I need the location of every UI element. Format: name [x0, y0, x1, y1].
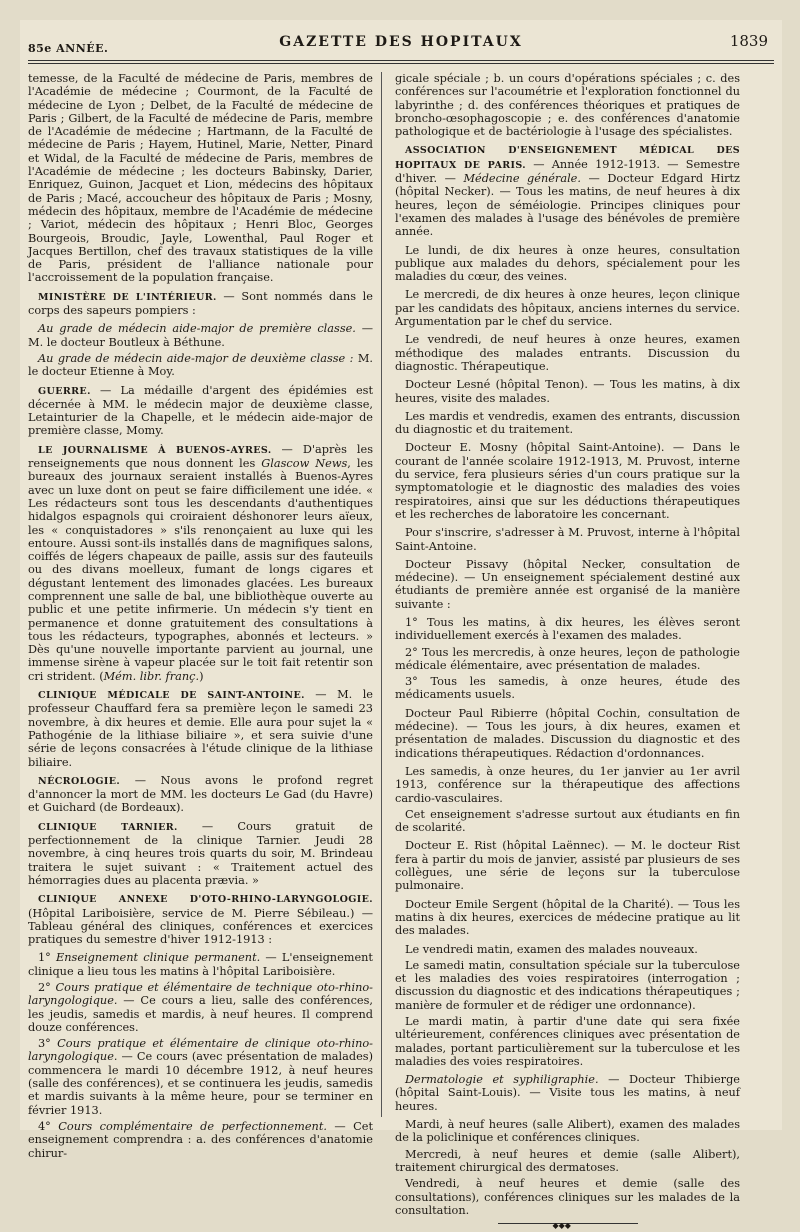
heading-tarnier: CLINIQUE TARNIER.: [38, 821, 178, 833]
heading-guerre: GUERRE.: [38, 385, 91, 397]
article-saint-antoine: [28, 688, 373, 769]
oto-item-3-text: — Ce cours (avec présentation de malades) commencera le mardi 10 décembre 1912, à neuf heures (salle des conférences), et se continuera les jeudis, samedis et mardis suivants à la même heure, pour se terminer en février 1913.: [28, 1050, 373, 1117]
guerre-text: — La médaille d'argent des épidémies est décernée à MM. le médecin major de deuxième classe, Letainturier de la Chapelle, et le médecin aide-major de première classe, Momy.: [28, 383, 373, 438]
article-oto: [28, 892, 373, 946]
paragraph-mosny: Docteur E. Mosny (hôpital Saint-Antoine). — Dans le courant de l'année scolaire 1912-1913, M. Pruvost, interne du service, fera plusieurs séries d'un cours pratique sur la symptomatologie et le diagnostic des maladies des voies respiratoires, ainsi que sur les déductions thérapeutiques et les recherches de laboratoire les concernant.: [395, 441, 740, 521]
journalisme-citation: Mém. libr. franç.: [103, 669, 200, 683]
heading-necrologie: NÉCROLOGIE.: [38, 775, 121, 787]
paragraph-rist: Docteur E. Rist (hôpital Laënnec). — M. le docteur Rist fera à partir du mois de janvier, assisté par plusieurs de ses collègues, une série de leçons sur la tuberculose pulmonaire.: [395, 839, 740, 893]
heading-oto: CLINIQUE ANNEXE D'OTO-RHINO-LARYNGOLOGIE.: [38, 894, 373, 906]
oto-continuation: gicale spéciale ; b. un cours d'opérations spéciales ; c. des conférences sur l'acoumétrie et l'exploration fonctionnel du labyrinthe ; d. des conférences théoriques et pratiques de broncho-œsophagoscopie ; e. des conférences d'anatomie pathologique et de bactériologie à l'usage des spécialistes.: [395, 72, 740, 139]
tarnier-text: — Cours gratuit de perfectionnement de la clinique Tarnier. Jeudi 28 novembre, à cinq heures trois quarts du soir, M. Brindeau traitera le sujet suivant : « Traitement actuel des hémorragies dues au placenta prævia. »: [28, 819, 373, 887]
header-rule: [28, 60, 774, 61]
association-text-1: — Année 1912-1913. — Semestre d'hiver. —: [395, 157, 740, 186]
paragraph-ribierre-2: Les samedis, à onze heures, du 1er janvier au 1er avril 1913, conférence sur la thérapeutique des affections cardio-vasculaires.: [395, 764, 740, 805]
paragraph-lesne-2: Les mardis et vendredis, examen des entrants, discussion du diagnostic et du traitement.: [395, 409, 740, 437]
newspaper-page: [20, 20, 782, 1231]
oto-item-3-title: Cours pratique et élémentaire de clinique oto-rhino-laryngologique.: [28, 1037, 373, 1064]
heading-saint-antoine: CLINIQUE MÉDICALE DE SAINT-ANTOINE.: [38, 690, 305, 702]
heading-ministere: MINISTÈRE DE L'INTÉRIEUR.: [38, 291, 217, 303]
year-label: 85e ANNÉE.: [28, 42, 109, 55]
paragraph-pissavy-1: 1° Tous les matins, à dix heures, les élèves seront individuellement exercés à l'examen des malades.: [395, 615, 740, 643]
dermatologie-text: — Docteur Thibierge (hôpital Saint-Louis). — Visite tous les matins, à neuf heures.: [395, 1073, 740, 1113]
paragraph-mosny-2: Pour s'inscrire, s'adresser à M. Pruvost, interne à l'hôpital Saint-Antoine.: [395, 526, 740, 553]
oto-item-2-number: 2°: [38, 981, 56, 994]
article-association: [395, 143, 740, 238]
paragraph-lundi: Le lundi, de dix heures à onze heures, consultation publique aux malades du dehors, spécialement pour les maladies du cœur, des veines.: [395, 243, 740, 284]
end-ornament: [498, 1223, 638, 1230]
left-column: [28, 72, 373, 1160]
header-rule-double: [28, 63, 774, 64]
necrologie-text: — Nous avons le profond regret d'annoncer la mort de MM. les docteurs Le Gad (du Havre) et Guichard (de Bordeaux).: [28, 773, 373, 815]
oto-item-4-title: Cours complémentaire de perfectionnement.: [58, 1119, 327, 1133]
ministere-text: — Sont nommés dans le corps des sapeurs pompiers :: [28, 289, 373, 318]
oto-item-4: [28, 1120, 373, 1160]
journalisme-end: ): [199, 669, 204, 683]
paragraph-pissavy-2: 2° Tous les mercredis, à onze heures, leçon de pathologie médicale élémentaire, avec présentation de malades.: [395, 645, 740, 672]
column-divider: [381, 72, 382, 1117]
ministere-line-2-text: M. le docteur Etienne à Moy.: [28, 351, 373, 379]
article-guerre: [28, 384, 373, 438]
paragraph-pissavy: Docteur Pissavy (hôpital Necker, consultation de médecine). — Un enseignement spécialement destiné aux étudiants de première année est organisé de la manière suivante :: [395, 557, 740, 611]
paragraph-intro: temesse, de la Faculté de médecine de Paris, membres de l'Académie de médecine ; Courmont, de la Faculté de médecine de Lyon ; Delbet, de la Faculté de médecine de Paris ; Gilbert, de la Faculté de médecine de Paris, membre de l'Académie de médecine ; Hartmann, de la Faculté de médecine de Paris ; Hayem, Hutinel, Marie, Netter, Pinard et Widal, de la Faculté de médecine de Paris, membres de l'Académie de médecine ; les docteurs Babinsky, Darier, Enriquez, Guinon, Jacquet et Lion, médecins des hôpitaux de Paris ; Macé, accoucheur des hôpitaux de Paris ; Mosny, médecin des hôpitaux, membre de l'Académie de médecine ; Variot, médecin des hôpitaux ; Henri Bloc, Georges Bourgeois, Broudic, Jayle, Lowenthal, Paul Roger et Jacques Bertillon, chef des travaux statistiques de la ville de Paris, président de l'alliance nationale pour l'accroissement de la population française.: [28, 72, 373, 285]
oto-item-2: [28, 981, 373, 1034]
ministere-line-1-text: — M. le docteur Boutleux à Béthune.: [28, 322, 373, 349]
heading-association: ASSOCIATION D'ENSEIGNEMENT MÉDICAL DES HOPITAUX DE PARIS.: [395, 145, 740, 171]
article-tarnier: [28, 820, 373, 887]
dermatologie-title: Dermatologie et syphiligraphie.: [405, 1073, 599, 1087]
paragraph-derm-4: Vendredi, à neuf heures et demie (salle des consultations), conférences cliniques sur les malades de la consultation.: [395, 1177, 740, 1217]
oto-item-1-number: 1°: [38, 951, 57, 965]
paragraph-dermatologie: [395, 1073, 740, 1113]
oto-item-3-number: 3°: [38, 1037, 58, 1051]
oto-item-1-title: Enseignement clinique permanent.: [56, 951, 261, 965]
article-ministere: [28, 290, 373, 318]
paragraph-sergent-2: Le vendredi matin, examen des malades nouveaux.: [405, 942, 698, 956]
oto-item-1-text: — L'enseignement clinique a lieu tous les matins à l'hôpital Lariboisière.: [28, 951, 373, 978]
oto-item-4-number: 4°: [38, 1119, 59, 1133]
oto-item-1: [28, 951, 373, 978]
association-text-2: — Docteur Edgard Hirtz (hôpital Necker). — Tous les matins, de neuf heures à dix heures, leçon de séméiologie. Principes cliniques pour l'examen des malades à l'usage des bénévoles de première année.: [395, 172, 740, 239]
end-ornament-glyph: ◆◆◆: [552, 1221, 571, 1231]
oto-item-2-text: — Ce cours a lieu, salle des conférences, les jeudis, samedis et mardis, à neuf heures. Il comprend douze conférences.: [28, 994, 373, 1034]
paragraph-mercredi: Le mercredi, de dix heures à onze heures, leçon clinique par les candidats des hôpitaux, anciens internes du service. Argumentation par le chef du service.: [395, 288, 740, 329]
article-journalisme: [28, 443, 373, 683]
association-subject: Médecine générale.: [463, 172, 581, 186]
paragraph-derm-3: Mercredi, à neuf heures et demie (salle Alibert), traitement chirurgical des dermatoses.: [395, 1147, 740, 1174]
paragraph-ribierre-3: Cet enseignement s'adresse surtout aux étudiants en fin de scolarité.: [395, 807, 740, 835]
oto-item-2-title: Cours pratique et élémentaire de technique oto-rhino-laryngologique.: [28, 981, 373, 1008]
paragraph-vendredi: Le vendredi, de neuf heures à onze heures, examen méthodique des malades entrants. Discussion du diagnostic. Thérapeutique.: [395, 333, 740, 373]
paragraph-lesne: Docteur Lesné (hôpital Tenon). — Tous les matins, à dix heures, visite des malades.: [395, 378, 740, 405]
paragraph-sergent-4: Le mardi matin, à partir d'une date qui sera fixée ultérieurement, conférences cliniques avec présentation de malades, portant particulièrement sur la tuberculose et les maladies des voies respiratoires.: [395, 1015, 740, 1068]
paragraph-pissavy-3: 3° Tous les samedis, à onze heures, étude des médicaments usuels.: [395, 675, 740, 702]
journalisme-source-italic: Glascow News: [261, 457, 348, 471]
paragraph-ribierre: Docteur Paul Ribierre (hôpital Cochin, consultation de médecine). — Tous les jours, à dix heures, examen et présentation de malades. Discussion du diagnostic et des indications thérapeutiques. Rédaction d'ordonnances.: [395, 706, 740, 760]
oto-item-3: [28, 1037, 373, 1117]
page-number: 1839: [729, 32, 768, 50]
ministere-line-2: [28, 352, 373, 379]
ministere-line-1: [28, 322, 373, 349]
journal-title: GAZETTE DES HOPITAUX: [279, 34, 523, 50]
right-column: [395, 72, 740, 1231]
ministere-line-2-italic: Au grade de médecin aide-major de deuxième classe :: [38, 351, 354, 365]
saint-antoine-text: — M. le professeur Chauffard fera sa première leçon le samedi 23 novembre, à dix heures et demie. Elle aura pour sujet la « Pathogénie de la lithiase biliaire », et sera suivie d'une série de leçons consacrées à l'étude clinique de la lithiase biliaire.: [28, 688, 373, 769]
paragraph-sergent: Docteur Emile Sergent (hôpital de la Charité). — Tous les matins à dix heures, exercices de médecine pratique au lit des malades.: [395, 897, 740, 938]
ministere-line-1-italic: Au grade de médecin aide-major de première classe.: [38, 322, 356, 336]
heading-journalisme: LE JOURNALISME À BUENOS-AYRES.: [38, 444, 272, 456]
journalisme-text-2: , les bureaux des journaux seraient installés à Buenos-Ayres avec un luxe dont on peut se faire difficilement une idée. « Les rédacteurs sont tous les descendants d'authentiques hidalgos espagnols qui croiraient déshonorer leurs aïeux, les « conquistadores » s'ils renonçaient au luxe qui les entoure. Aussi sont-ils installés dans de magnifiques salons, coiffés de légers chapeaux de paille, assis sur des fauteuils ou des divans moelleux, fumant de longs cigares et dégustant lentement des limonades glacées. Les bureaux comprennent une salle de bal, une bibliothèque ouverte au public et une petite infirmerie. Un médecin s'y tient en permanence et donne gratuitement des consultations à tous les rédacteurs, typographes, abonnés et lecteurs. » Dès qu'une nouvelle importante parvient au journal, une immense sirène à vapeur placée sur le toit fait retentir son cri strident. (: [28, 457, 373, 683]
page-header: [20, 20, 782, 62]
oto-item-4-text: — Cet enseignement comprendra : a. des conférences d'anatomie chirur-: [28, 1119, 373, 1160]
paragraph-derm-2: Mardi, à neuf heures (salle Alibert), examen des malades de la policlinique et conférences cliniques.: [395, 1118, 740, 1145]
paragraph-sergent-3: Le samedi matin, consultation spéciale sur la tuberculose et les maladies des voies respiratoires (interrogation ; discussion du diagnostic et des indications thérapeutiques ; manière de formuler et de rédiger une ordonnance).: [395, 958, 740, 1012]
journalisme-text-1: — D'après les renseignements que nous donnent les: [28, 442, 373, 471]
oto-text: (Hôpital Lariboisière, service de M. Pierre Sébileau.) — Tableau général des cliniques, conférences et exercices pratiques du semestre d'hiver 1912-1913 :: [28, 906, 373, 947]
article-necrologie: [28, 774, 373, 815]
